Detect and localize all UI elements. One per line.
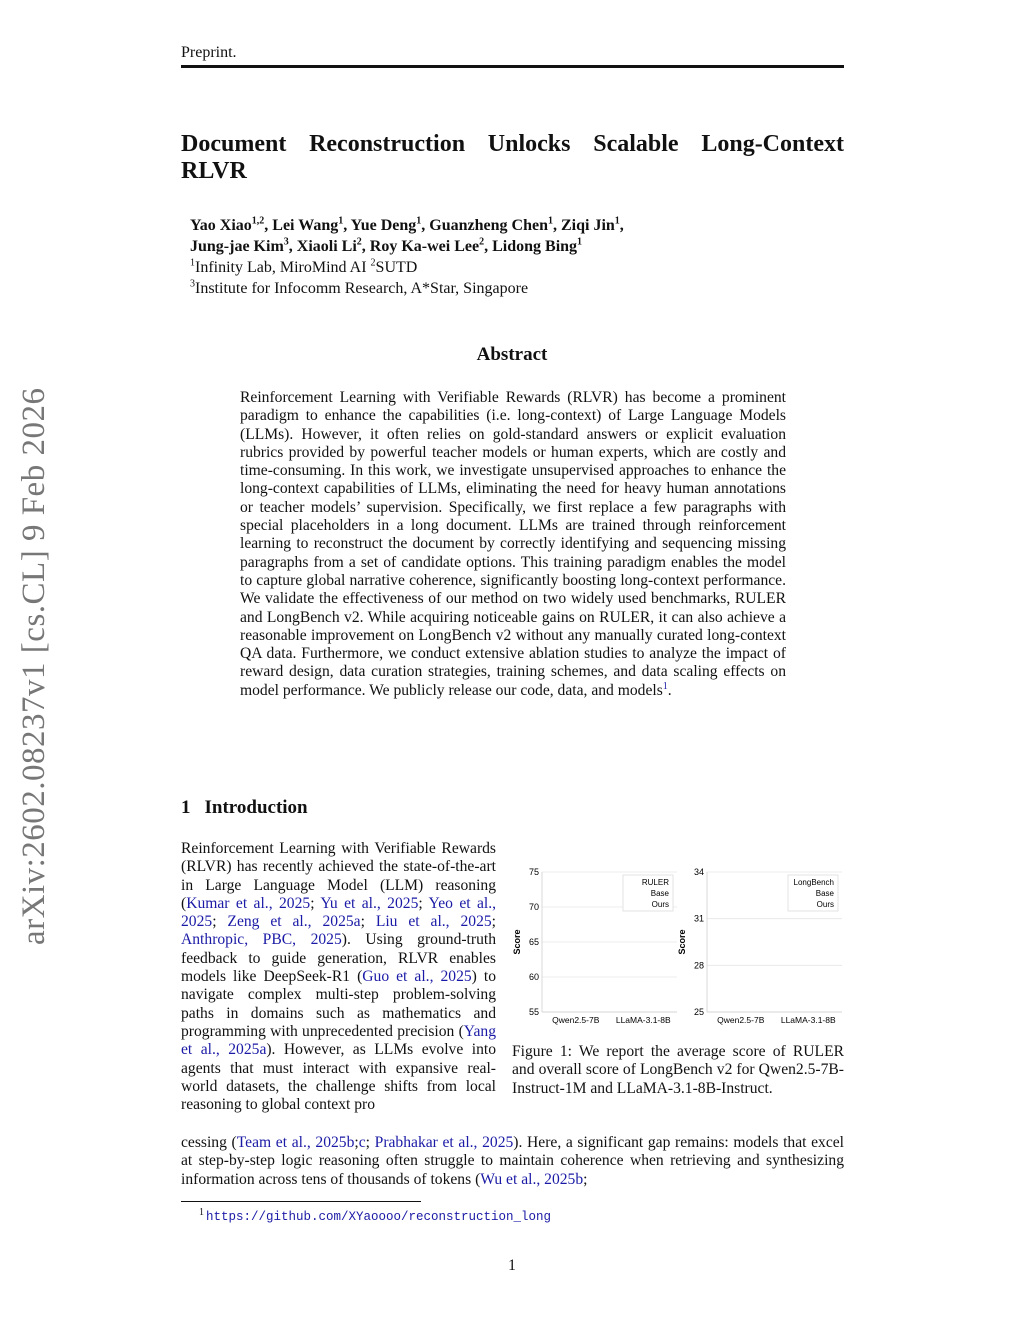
figure-caption: Figure 1: We report the average score of RULER and overall score of LongBench v2 for Qwen2.5-7B-Instruct-1M and LLaMA-3.1-8B-Instruct. — [512, 1043, 844, 1097]
y-tick-label: 34 — [693, 867, 704, 877]
abstract-heading: Abstract — [476, 344, 548, 365]
author: Guanzheng Chen — [429, 217, 548, 234]
legend-title: LongBench — [793, 878, 834, 887]
x-tick-label: Qwen2.5-7B — [717, 1015, 765, 1025]
intro-paragraph-continued: cessing (Team et al., 2025b;c; Prabhakar et al., 2025). Here, a significant gap remains: models that excel at step-by-step logic reasoning often struggle to maintain coherence when retrieving and synthesizing information across tens of thousands of tokens (Wu et al., 2025b; — [181, 1134, 844, 1188]
citation-link[interactable]: Zeng et al., 2025a — [227, 913, 361, 931]
legend-entry: Ours — [651, 900, 669, 909]
y-tick-label: 75 — [528, 867, 539, 877]
citation-link[interactable]: Yang et al., 2025a — [181, 1022, 496, 1059]
x-tick-label: LLaMA-3.1-8B — [780, 1015, 836, 1025]
author: Yao Xiao — [190, 217, 252, 234]
citation-link[interactable]: Prabhakar et al., 2025 — [374, 1134, 514, 1151]
citation-link[interactable]: Guo et al., 2025 — [362, 968, 472, 986]
citation-link[interactable]: Yu et al., 2025 — [320, 894, 419, 912]
author: Xiaoli Li — [296, 238, 357, 255]
affiliation-line: $^1$Infinity Lab, MiroMind AI $^2$SUTD — [190, 257, 418, 276]
author: Yue Deng — [350, 217, 417, 234]
citation-link[interactable]: Team et al., 2025b — [236, 1134, 355, 1151]
running-header: Preprint. — [181, 44, 237, 61]
intro-paragraph: Reinforcement Learning with Verifiable Rewards (RLVR) has recently achieved the state-of-the-art in Large Language Model (LLM) reasoning (Kumar et al., 2025; Yu et al., 2025; Yeo et al., 2025; Zeng et al., 2025a; Liu et al., 2025; Anthropic, PBC, 2025). Using ground-truth feedback to guide generation, RLVR enables models like DeepSeek-R1 (Guo et al., 2025) to navigate complex multi-step problem-solving paths in domains such as mathematics and programming with unprecedented precision (Yang et al., 2025a). However, as LLMs evolve into agents that must interact with expansive real-world datasets, the challenge shifts from local reasoning to global context pro — [181, 840, 497, 1114]
citation-link[interactable]: Kumar et al., 2025 — [186, 894, 311, 912]
section-heading: 1 Introduction — [181, 797, 308, 818]
citation-link[interactable]: Anthropic, PBC, 2025 — [181, 931, 342, 949]
header-rule — [181, 65, 844, 68]
citation-link[interactable]: c — [358, 1134, 366, 1151]
arxiv-stamp: arXiv:2602.08237v1 [cs.CL] 9 Feb 2026 — [16, 387, 52, 945]
author: Lidong Bing — [492, 238, 578, 255]
x-tick-label: Qwen2.5-7B — [552, 1015, 600, 1025]
author-names: Yao Xiao$^{1,2}$, Lei Wang$^1$, Yue Deng$^1$, Guanzheng Chen$^1$, Ziqi Jin$^1$, Jung-jae Kim$^3$, Xiaoli Li$^2$, Roy Ka-wei Lee$^2$, Lidong Bing$^1$ — [190, 215, 624, 255]
author: Lei Wang — [272, 217, 339, 234]
citation-link[interactable]: Yeo et al., 2025 — [181, 894, 497, 931]
y-tick-label: 60 — [528, 972, 539, 982]
author: Ziqi Jin — [560, 217, 615, 234]
y-axis-label: Score — [677, 929, 687, 955]
footnote-rule — [181, 1201, 421, 1202]
legend-title: RULER — [641, 878, 669, 887]
y-tick-label: 70 — [528, 902, 539, 912]
page-number: 1 — [508, 1257, 516, 1274]
author: Jung-jae Kim — [190, 238, 284, 255]
author: Roy Ka-wei Lee — [369, 238, 480, 255]
citation-link[interactable]: Liu et al., 2025 — [375, 913, 492, 931]
y-tick-label: 28 — [693, 960, 704, 971]
y-tick-label: 65 — [528, 937, 539, 947]
affiliation-line: $^3$Institute for Infocomm Research, A*Star, Singapore — [190, 278, 529, 297]
y-tick-label: 55 — [528, 1007, 539, 1017]
figure-1 — [512, 862, 847, 1032]
y-tick-label: 31 — [693, 913, 704, 924]
legend-entry: Base — [650, 889, 669, 898]
abstract-body: Reinforcement Learning with Verifiable Rewards (RLVR) has become a prominent paradigm to enhance the capabilities (i.e. long-context) of Large Language Models (LLMs). However, it often relies on gold-standard answers or explicit evaluation rubrics provided by powerful teacher models or human experts, which are costly and time-consuming. In this work, we investigate unsupervised approaches to enhance the long-context capabilities of LLMs, eliminating the need for heavy human annotations or teacher models’ supervision. Specifically, we first replace a few paragraphs with special placeholders in a long document. LLMs are trained through reinforcement learning to reconstruct the document by correctly identifying and sequencing missing paragraphs from a set of candidate options. This training paradigm enables the model to capture global narrative coherence, significantly boosting long-context performance. We validate the effectiveness of our method on two widely used benchmarks, RULER and LongBench v2. While acquiring noticeable gains on RULER, it can also achieve a reasonable improvement on LongBench v2 without any manually curated long-context QA data. Furthermore, we conduct extensive ablation studies to analyze the impact of reward design, data curation strategies, training schemes, and data scaling effects on model performance. We publicly release our code, data, and models$^1$. — [240, 389, 786, 699]
footnote-link[interactable]: https://github.com/XYaoooo/reconstruction_long — [206, 1210, 552, 1225]
author-block — [190, 215, 830, 299]
footnote: $^1$ https://github.com/XYaoooo/reconstruction_long — [199, 1207, 552, 1225]
legend-entry: Base — [815, 889, 834, 898]
y-axis-label: Score — [512, 929, 522, 955]
paper-title: Document Reconstruction Unlocks Scalable Long-Context RLVR — [181, 131, 844, 184]
figure-1-charts — [512, 862, 847, 1032]
legend-entry: Ours — [816, 900, 834, 909]
citation-link[interactable]: Wu et al., 2025b — [480, 1170, 584, 1188]
y-tick-label: 25 — [693, 1007, 704, 1017]
x-tick-label: LLaMA-3.1-8B — [615, 1015, 671, 1025]
footnote-ref[interactable]: 1 — [662, 680, 668, 692]
